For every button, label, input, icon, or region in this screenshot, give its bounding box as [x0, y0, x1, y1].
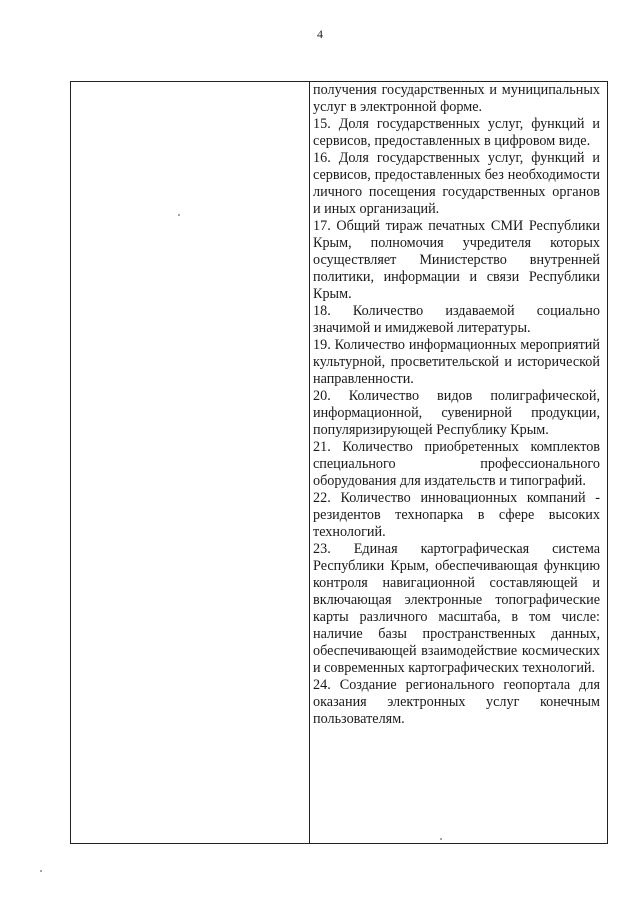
list-item-continuation: получения государственных и муниципальных услуг в электронной форме.: [313, 82, 600, 115]
scan-speck: [440, 838, 442, 840]
indicators-table: [70, 81, 608, 844]
list-item-18: 18. Количество издаваемой социально значимой и имиджевой литературы.: [313, 303, 600, 336]
list-item-17: 17. Общий тираж печатных СМИ Республики Крым, полномочия учредителя которых осуществляет Министерство внутренней политики, информации и связи Республики Крым.: [313, 218, 600, 302]
left-column-cell: [71, 82, 310, 843]
list-item-24: 24. Создание регионального геопортала для оказания электронных услуг конечным пользователям.: [313, 677, 600, 727]
list-item-22: 22. Количество инновационных компаний - резидентов технопарка в сфере высоких технологий.: [313, 490, 600, 540]
scan-speck: [178, 214, 180, 216]
list-item-15: 15. Доля государственных услуг, функций и сервисов, предоставленных в цифровом виде.: [313, 116, 600, 149]
right-column-cell: [311, 82, 607, 843]
list-item-16: 16. Доля государственных услуг, функций и сервисов, предоставленных без необходимости личного посещения государственных органов и иных организаций.: [313, 150, 600, 217]
list-item-21: 21. Количество приобретенных комплектов специального профессионального оборудования для издательств и типографий.: [313, 439, 600, 489]
list-item-23: 23. Единая картографическая система Республики Крым, обеспечивающая функцию контроля навигационной составляющей и включающая электронные топографические карты различного масштаба, в том числе: наличие базы пространственных данных, обеспечивающей взаимодействие космических и современных картографических технологий.: [313, 541, 600, 676]
list-item-19: 19. Количество информационных мероприятий культурной, просветительской и исторической направленности.: [313, 337, 600, 387]
page-number: 4: [317, 27, 323, 41]
list-item-20: 20. Количество видов полиграфической, информационной, сувенирной продукции, популяризирующей Республику Крым.: [313, 388, 600, 438]
scan-speck: [40, 870, 42, 872]
